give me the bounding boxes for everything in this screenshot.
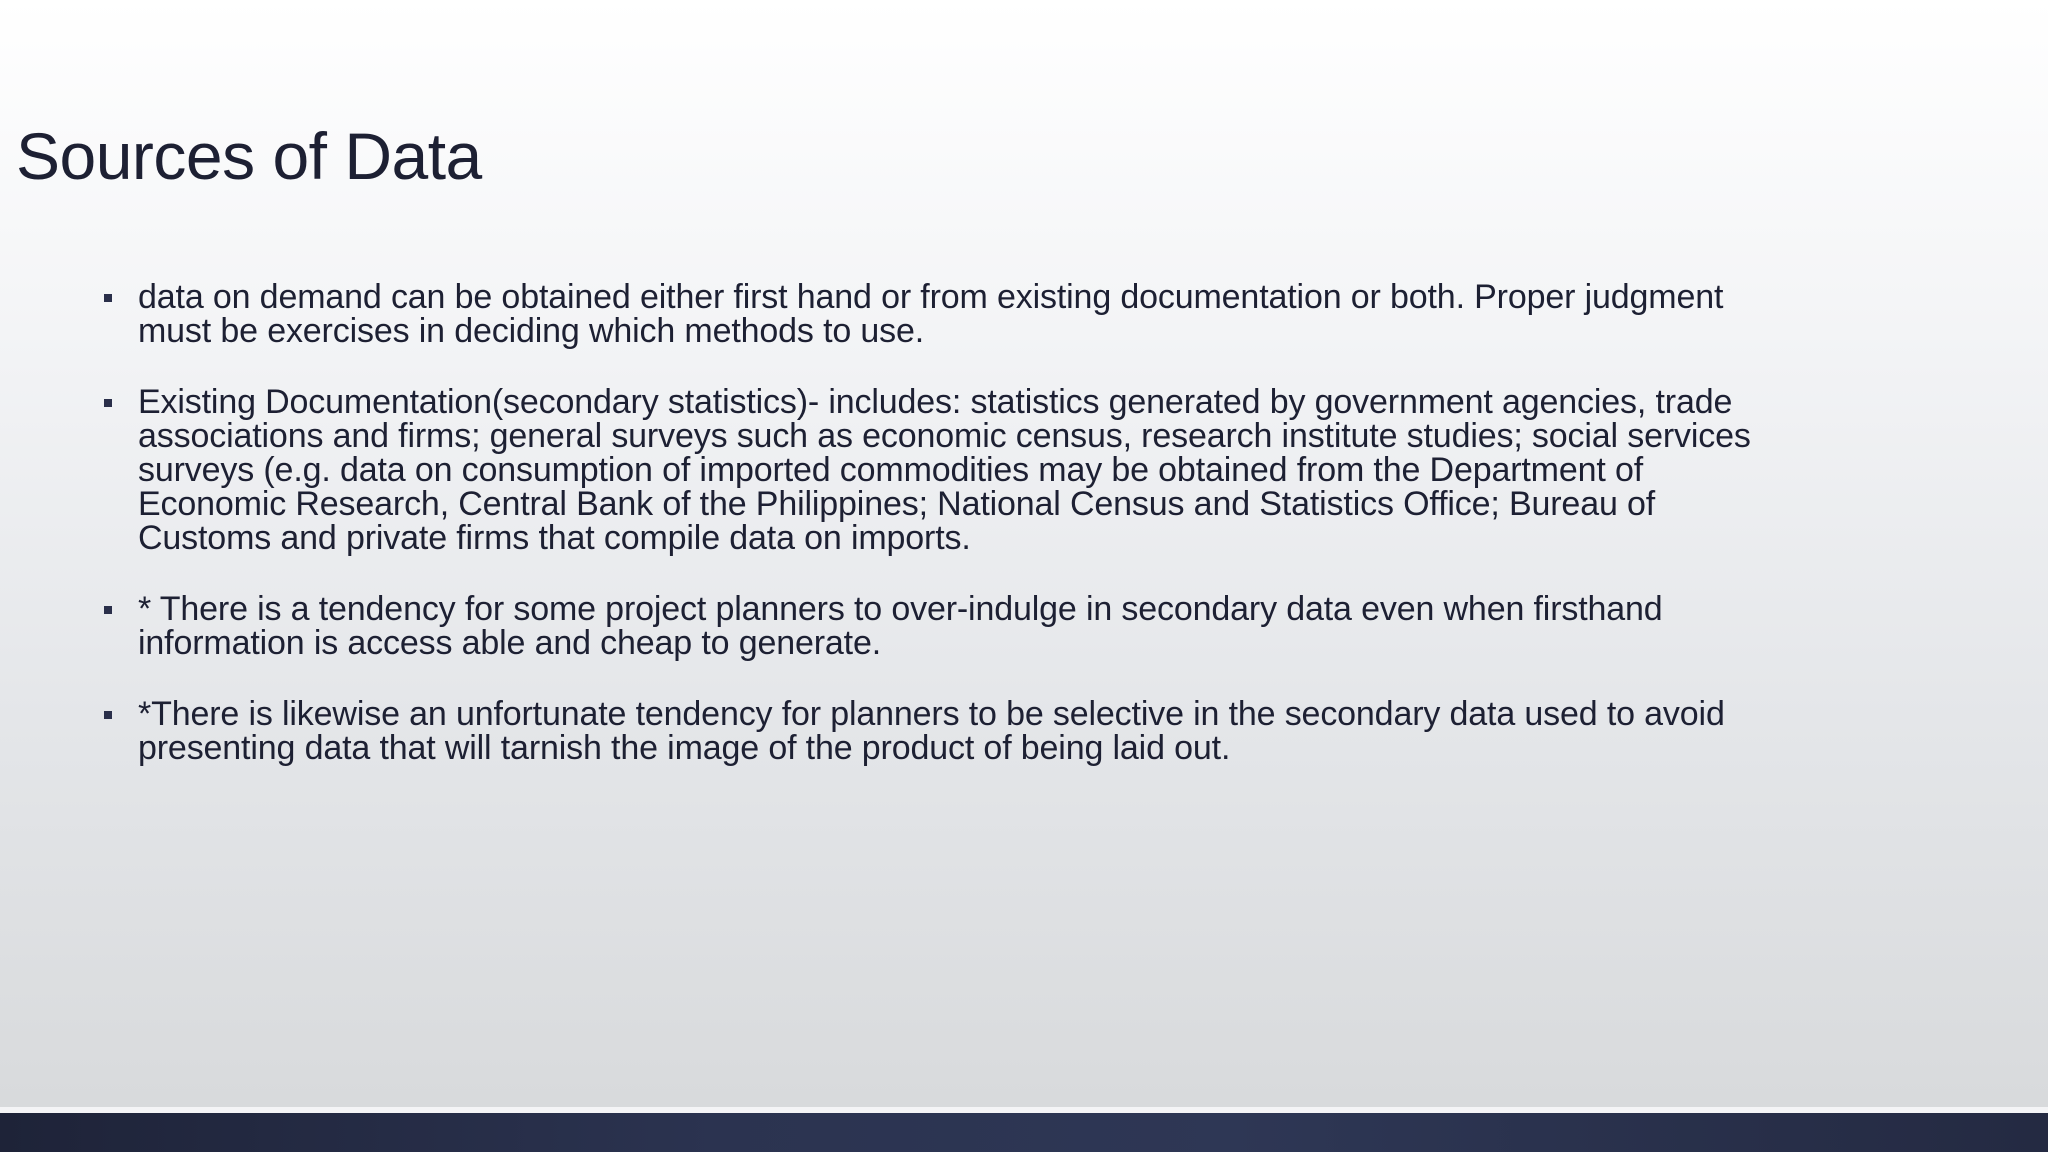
square-bullet-icon (104, 294, 112, 302)
square-bullet-icon (104, 606, 112, 614)
bullet-item (0, 592, 2048, 660)
bullet-item (0, 385, 2048, 555)
bullet-item (0, 697, 2048, 765)
square-bullet-icon (104, 399, 112, 407)
slide-title: Sources of Data (16, 119, 482, 193)
bullet-text: Existing Documentation(secondary statistics)- includes: statistics generated by government agencies, trade associations and firms; general surveys such as economic census, research institute studies; social services surveys (e.g. data on consumption of imported commodities may be obtained from the Department of Economic Research, Central Bank of the Philippines; National Census and Statistics Office; Bureau of Customs and private firms that compile data on imports. (138, 383, 1751, 557)
bullet-item (0, 280, 2048, 348)
bullet-text: * There is a tendency for some project planners to over-indulge in secondary data even when firsthand information is access able and cheap to generate. (138, 590, 1663, 662)
bullet-list (0, 280, 2048, 802)
square-bullet-icon (104, 711, 112, 719)
bullet-text: data on demand can be obtained either first hand or from existing documentation or both. Proper judgment must be exercises in deciding which methods to use. (138, 278, 1724, 350)
bullet-text: *There is likewise an unfortunate tendency for planners to be selective in the secondary data used to avoid presenting data that will tarnish the image of the product of being laid out. (138, 695, 1725, 767)
footer-bar (0, 1113, 2048, 1152)
